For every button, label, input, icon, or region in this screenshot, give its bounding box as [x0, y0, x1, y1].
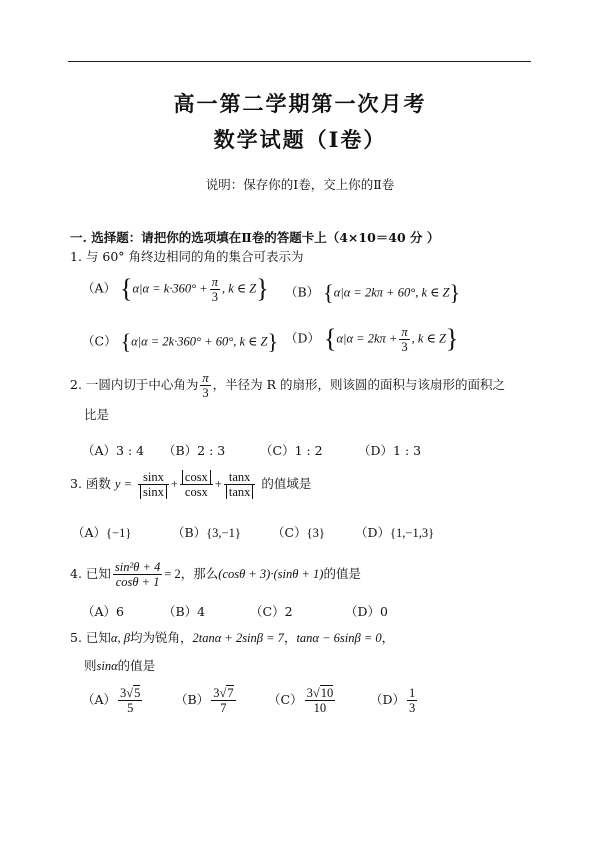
- q5-a-frac: $\frac{3√5}{5}$: [120, 686, 141, 715]
- q4-option-d: （D）0: [345, 604, 388, 619]
- right-brace: }: [449, 280, 461, 305]
- q3-stem-pre: 3. 函数: [70, 476, 111, 491]
- q3-plus-2: +: [214, 477, 222, 491]
- q4-stem-post: 的值是: [323, 566, 361, 581]
- q5-d-den: 3: [409, 701, 416, 715]
- q5-c-coef: 3: [306, 686, 313, 700]
- section-heading: 一. 选择题：请把你的选项填在Ⅱ卷的答题卡上（4×10＝40 分 ）: [70, 230, 440, 245]
- q3-b-label: （B）: [172, 525, 207, 540]
- q2-option-d: （D）1 : 3: [358, 443, 422, 458]
- q5-c-rad: 10: [320, 686, 334, 700]
- q1-a-num: π: [211, 274, 218, 289]
- q1-a-pre: α|α = k·360° +: [132, 281, 208, 296]
- q2-stem-pre: 2. 一圆内切于中心角为: [70, 377, 199, 392]
- left-brace: {: [120, 274, 133, 303]
- q1-a-frac: [210, 275, 220, 304]
- left-brace: {: [324, 324, 337, 353]
- q1-d-den: 3: [401, 339, 408, 354]
- q5-option-a: [82, 686, 144, 715]
- q1-d-post: , k ∈ Z: [411, 331, 446, 346]
- q2-frac-num: π: [202, 371, 209, 385]
- q5-line2-post: 的值是: [117, 658, 156, 673]
- exam-title: 高一第二学期第一次月考: [173, 91, 427, 116]
- q5-d-label: （D）: [370, 692, 406, 707]
- q2-option-c: （C）1 : 2: [260, 443, 323, 458]
- q4-frac-num: sin²θ + 4: [114, 560, 161, 574]
- q5-option-d: [370, 686, 419, 715]
- q1-d-frac: [399, 325, 409, 354]
- q1-d-pre: α|α = 2kπ +: [336, 331, 398, 346]
- right-brace: }: [256, 274, 269, 303]
- exam-subtitle: 数学试题（Ⅰ卷）: [213, 127, 387, 152]
- q3-option-d: [355, 523, 434, 541]
- q3-f1-den: sinx: [140, 485, 167, 499]
- q3-d-val: {1,−1,3}: [390, 526, 435, 540]
- q5-line2-pre: 则: [84, 658, 97, 673]
- q4-stem-pre: 4. 已知: [70, 566, 111, 581]
- q1-stem: 1. 与 60° 角终边相同的角的集合可表示为: [70, 249, 304, 264]
- q5-b-rad: 7: [227, 686, 234, 700]
- q5-stem-mid: 均为锐角，: [129, 630, 193, 645]
- q5-a-coef: 3: [120, 686, 127, 700]
- q4-option-b: （B）4: [163, 604, 206, 619]
- q2-stem-post: ，半径为 R 的扇形，则该圆的面积与该扇形的面积之: [212, 377, 506, 392]
- q2-option-b: （B）2 : 3: [163, 443, 226, 458]
- q5-eq1: 2tanα + 2sinβ = 7: [192, 631, 284, 645]
- q5-c-frac: $\frac{3√10}{10}$: [306, 686, 334, 715]
- q5-c-den: 10: [313, 701, 327, 715]
- q1-option-a: [82, 274, 269, 304]
- q3-b-val: {3,−1}: [206, 526, 241, 540]
- q5-line2-expr: sinα: [96, 659, 118, 673]
- q2-frac-den: 3: [202, 386, 209, 400]
- q5-stem-line2: [84, 656, 155, 674]
- q5-b-label: （B）: [175, 692, 210, 707]
- q4-frac-den: cosθ + 1: [115, 575, 160, 589]
- q4-option-c: （C）2: [250, 604, 293, 619]
- q4-expr: (cosθ + 3)·(sinθ + 1): [218, 567, 324, 581]
- q5-d-num: 1: [409, 686, 416, 700]
- q3-f3-den: tanx: [226, 485, 254, 499]
- q3-option-a: [72, 523, 131, 541]
- q5-option-b: [175, 686, 238, 715]
- q1-d-label: （D）: [285, 330, 321, 346]
- q1-option-c: [82, 329, 278, 355]
- q4-frac: [113, 560, 162, 589]
- q1-a-den: 3: [211, 289, 218, 304]
- q5-comma: ，: [283, 630, 297, 645]
- q5-stem: [70, 628, 394, 646]
- right-brace: }: [445, 324, 459, 353]
- q5-option-c: [268, 686, 337, 715]
- q3-d-label: （D）: [355, 525, 391, 540]
- q3-plus-1: +: [170, 477, 178, 491]
- q3-f2-den: cosx: [184, 485, 208, 499]
- q3-f3-num: tanx: [224, 470, 256, 485]
- q3-stem-post: 的值域是: [261, 476, 312, 491]
- q5-b-frac: $\frac{3√7}{7}$: [213, 686, 234, 715]
- right-brace: }: [267, 329, 279, 354]
- q2-stem-line2: 比是: [84, 407, 110, 422]
- top-rule: [68, 61, 531, 62]
- q4-eq: = 2: [164, 567, 181, 581]
- left-brace: {: [120, 329, 132, 354]
- q1-option-d: [285, 324, 458, 354]
- q1-a-post: , k ∈ Z: [222, 281, 257, 296]
- q1-option-b: [285, 280, 460, 306]
- q4-option-a: （A）6: [82, 604, 124, 619]
- q5-b-coef: 3: [213, 686, 220, 700]
- q5-eq2: tanα − 6sinβ = 0: [296, 631, 382, 645]
- q1-d-num: π: [401, 324, 408, 339]
- q1-b-expr: α|α = 2kπ + 60°, k ∈ Z: [333, 285, 450, 300]
- q1-b-label: （B）: [285, 284, 320, 300]
- q5-d-frac: [407, 686, 417, 715]
- q3-f1-num: sinx: [138, 470, 169, 485]
- left-brace: {: [323, 280, 334, 305]
- q5-a-rad: 5: [134, 686, 141, 700]
- q5-end: ，: [381, 630, 395, 645]
- q3-option-b: [172, 523, 241, 541]
- q3-a-val: {−1}: [106, 526, 132, 540]
- q3-frac-3: [224, 470, 256, 499]
- q1-c-label: （C）: [82, 333, 117, 349]
- q1-c-expr: α|α = 2k·360° + 60°, k ∈ Z: [131, 334, 268, 349]
- q2-frac: [200, 371, 210, 400]
- q5-b-den: 7: [220, 701, 227, 715]
- q3-f2-num: cosx: [182, 470, 211, 484]
- q2-stem: [70, 371, 505, 400]
- q4-stem: [70, 560, 361, 589]
- q5-stem-pre: 5. 已知: [70, 630, 111, 645]
- q2-option-a: （A）3 : 4: [82, 443, 145, 458]
- q5-a-den: 5: [127, 701, 134, 715]
- q5-vars: α, β: [110, 631, 130, 645]
- q3-option-c: [272, 523, 325, 541]
- q5-c-label: （C）: [268, 692, 303, 707]
- q3-a-label: （A）: [72, 525, 107, 540]
- q3-frac-1: [138, 470, 169, 499]
- exam-note: 说明：保存你的Ⅰ卷，交上你的Ⅱ卷: [205, 177, 395, 192]
- q1-a-label: （A）: [82, 280, 117, 296]
- q3-c-val: {3}: [306, 526, 325, 540]
- q3-frac-2: [180, 470, 213, 499]
- q3-c-label: （C）: [272, 525, 307, 540]
- q3-stem: [70, 470, 311, 499]
- q4-stem-mid: ，那么: [180, 566, 219, 581]
- q5-a-label: （A）: [82, 692, 117, 707]
- q3-y-eq: y =: [114, 477, 132, 491]
